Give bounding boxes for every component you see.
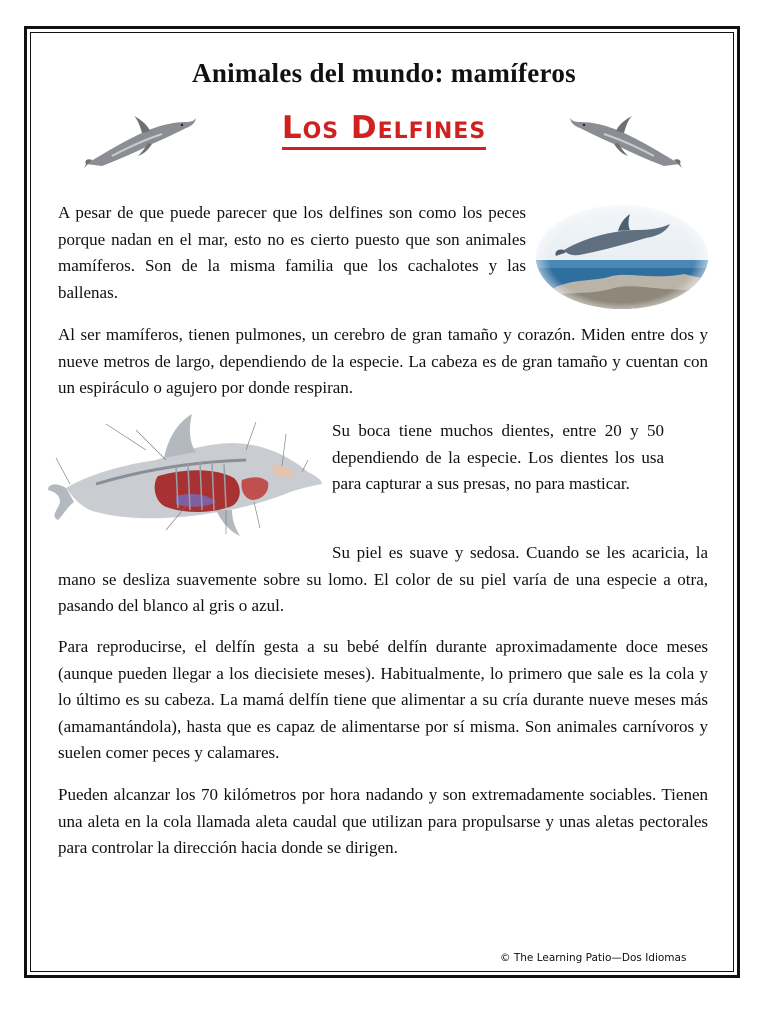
paragraph-speed: Pueden alcanzar los 70 kilómetros por hora nadando y son extremadamente sociables. Tienen una aleta en la cola llamada aleta caudal que utilizan para propulsarse y unas aletas pectorales para controlar la dirección hacia donde se dirigen. [58,785,708,857]
footer-credit: © The Learning Patio—Dos Idiomas [500,952,687,964]
subtitle-text: Los Delfines [282,110,486,150]
dolphin-leaping-left-icon [82,108,200,168]
page-title: Animales del mundo: mamíferos [192,58,576,88]
paragraph-anatomy: Al ser mamíferos, tienen pulmones, un cerebro de gran tamaño y corazón. Miden entre dos y nueve metros de largo, dependiendo de la especie. La cabeza es de gran tamaño y cuentan con un espiráculo o agujero por donde respiran. [58,325,708,397]
paragraph-reproduction: Para reproducirse, el delfín gesta a su bebé delfín durante aproximadamente doce meses (aunque pueden llegar a los diecisiete meses). Habitualmente, lo primero que sale es la cola y lo último es su cabeza. La mamá delfín tiene que alimentar a su cría durante nueve meses más (amamantándola), hasta que es capaz de alimentarse por sí misma. Son animales carnívoros y suelen comer peces y calamares. [58,637,708,762]
dolphin-leaping-right-icon [566,106,684,168]
paragraph-teeth: Su boca tiene muchos dientes, entre 20 y 50 dependiendo de la especie. Los dientes los usa para capturar a sus presas, no para masticar. [332,421,664,493]
paragraph-intro: A pesar de que puede parecer que los delfines son como los peces porque nadan en el mar, esto no es cierto puesto que son animales mamíferos. Son de la misma familia que los cachalotes y las ballenas. [58,203,526,302]
dolphin-over-sea-photo [534,202,710,312]
dolphin-anatomy-diagram [46,410,324,546]
paragraph-skin: Su piel es suave y sedosa. Cuando se les acaricia, la mano se desliza suavemente sobre su lomo. El color de su piel varía de una especie a otra, pasando del blanco al gris o azul. [58,543,708,615]
